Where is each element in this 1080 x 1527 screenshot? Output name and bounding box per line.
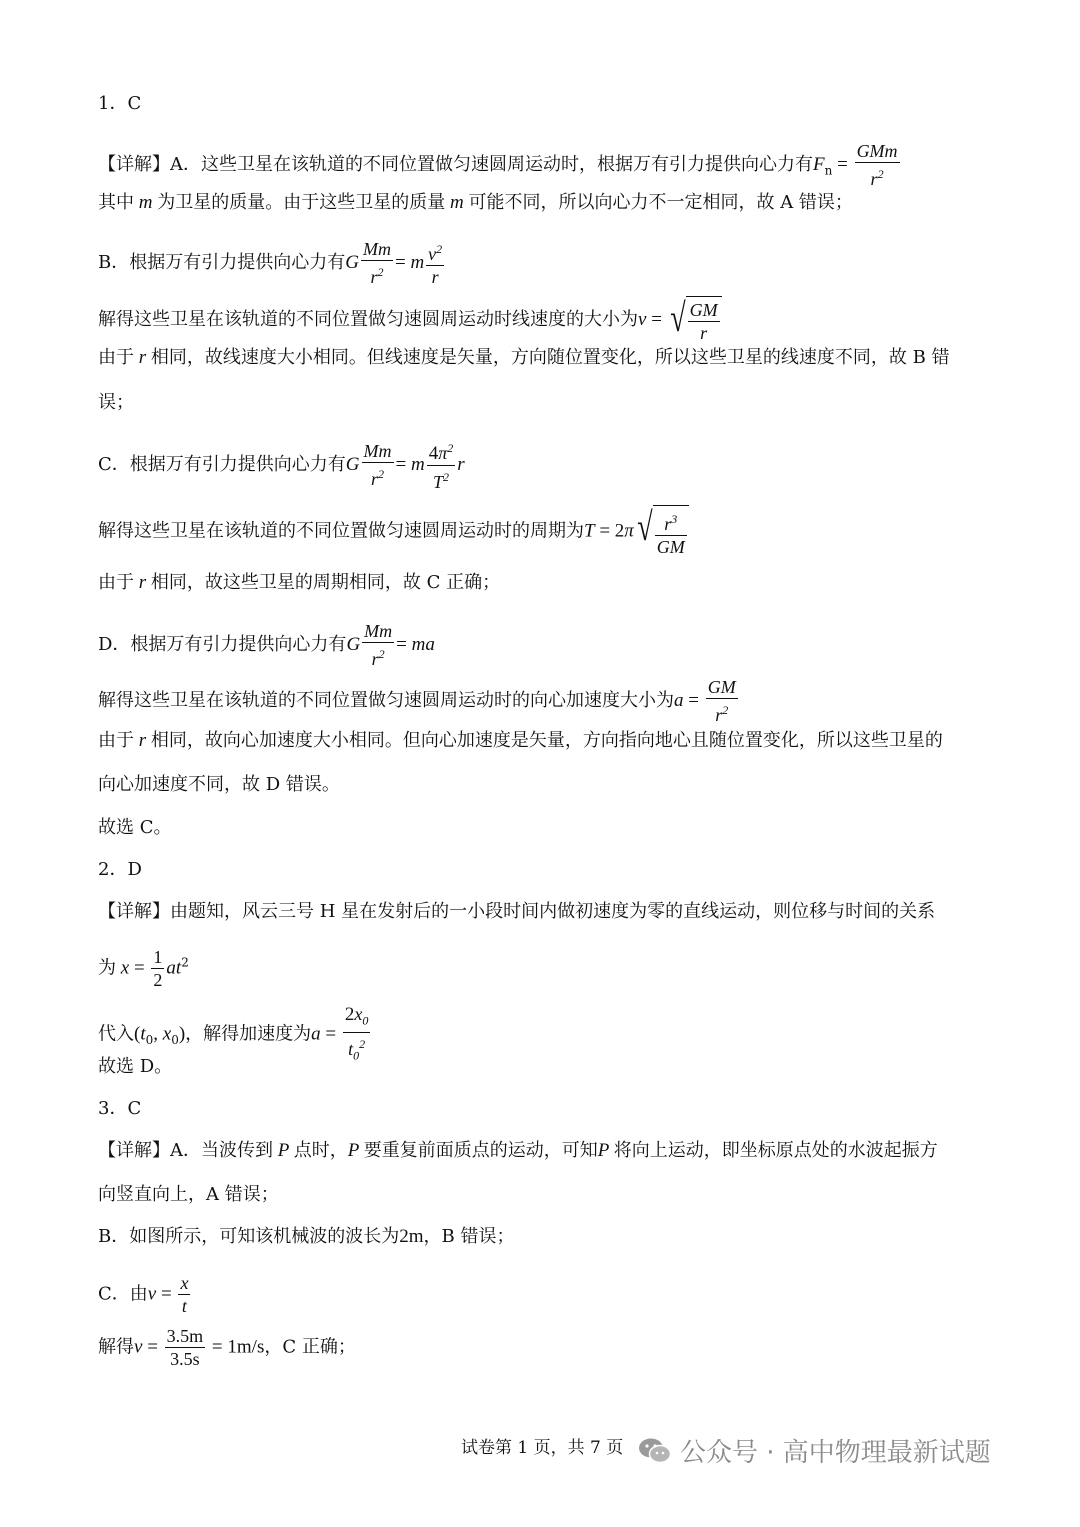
q1-option-b-explanation-2: 误； <box>98 392 134 413</box>
q1-option-b-text: B．根据万有引力提供向心力有 <box>98 252 346 273</box>
q1-mass-note-1: 其中 <box>98 192 134 213</box>
q1-option-d-solution: 解得这些卫星在该轨道的不同位置做匀速圆周运动时的向心加速度大小为a = $\frac{GM}{r^2}$ <box>98 677 736 725</box>
q1-option-d-explanation: 由于 r 相同，故向心加速度大小相同。但向心加速度是矢量，方向指向地心且随位置变化，所以这些卫星的 <box>98 730 943 751</box>
q2-substitution: 代入($t_0$, $x_0$)，解得加速度为a = $\frac{2x_0}{t_0^2}$ <box>98 1004 369 1063</box>
q2-answer: 故选 D。 <box>98 1056 173 1077</box>
q1-option-c-solve-text: 解得这些卫星在该轨道的不同位置做匀速圆周运动时的周期为 <box>98 520 584 542</box>
q1-d-expl-1a: 由于 <box>98 730 134 751</box>
q1-option-b-solve-text: 解得这些卫星在该轨道的不同位置做匀速圆周运动时线速度的大小为 <box>98 309 638 330</box>
q1-b-expl-1b: 相同，故线速度大小相同。但线速度是矢量，方向随位置变化，所以这些卫星的线速度不同，故 B 错 <box>150 347 950 368</box>
q1-option-b-explanation: 由于 r 相同，故线速度大小相同。但线速度是矢量，方向随位置变化，所以这些卫星的线速度不同，故 B 错 <box>98 347 950 368</box>
q3-b-a: B．如图所示，可知该机械波的波长为 <box>98 1226 400 1247</box>
page-footer: 试卷第 1 页，共 7 页 <box>461 1438 624 1458</box>
q1-c-expl-a: 由于 <box>98 572 134 593</box>
q3-option-a-2: 向竖直向上，A 错误； <box>98 1184 279 1205</box>
q2-detail: 【详解】由题知，风云三号 H 星在发射后的一小段时间内做初速度为零的直线运动，则位移与时间的关系 <box>98 901 936 922</box>
q1-option-c-explanation: 由于 r 相同，故这些卫星的周期相同，故 C 正确； <box>98 572 501 593</box>
q2-detail-2: 为 <box>98 957 116 979</box>
q3-c-tail: ，C 正确； <box>264 1336 356 1358</box>
q1-option-d-solve-text: 解得这些卫星在该轨道的不同位置做匀速圆周运动时的向心加速度大小为 <box>98 690 674 711</box>
q3-option-b <box>98 1224 514 1250</box>
q3-c-solve: 解得 <box>98 1336 134 1358</box>
q2-heading: 2．D <box>98 859 142 880</box>
q3-a-1c: 要重复前面质点的运动，可知 <box>363 1140 598 1161</box>
sqrt-r3-over-gm: √ $\frac{r^3}{GM}$ <box>634 505 689 558</box>
q1-option-d: D．根据万有引力提供向心力有G $\frac{Mm}{r^2}$ = ma <box>98 621 435 669</box>
q1-option-d-explanation-2: 向心加速度不同，故 D 错误。 <box>98 774 340 795</box>
q1-mass-note-3: 可能不同，所以向心力不一定相同，故 A 错误； <box>468 192 853 213</box>
q1-option-c-solution: 解得这些卫星在该轨道的不同位置做匀速圆周运动时的周期为T = 2π √ $\frac{r^3}{GM}$ <box>98 505 689 558</box>
q3-a-1a: 【详解】A．当波传到 <box>98 1140 273 1161</box>
q3-option-a: 【详解】A．当波传到 P 点时，P 要重复前面质点的运动，可知P 将向上运动，即坐标原点处的水波起振方 <box>98 1140 938 1161</box>
q1-option-a: 【详解】A．这些卫星在该轨道的不同位置做匀速圆周运动时，根据万有引力提供向心力有$F_n$ = $\frac{\text{GMm}}{r^2}$ <box>98 141 898 189</box>
q3-option-c: C．由v = $\frac{x}{t}$ <box>98 1273 189 1316</box>
formula-gmm-over-r2: $\frac{\text{GMm}}{r^2}$ <box>856 141 898 189</box>
sqrt-gm-over-r: √ $\frac{GM}{r}$ <box>667 296 722 344</box>
q3-option-c-solution: 解得v = $\frac{3.5m}{3.5s}$ = 1m/s，C 正确； <box>98 1326 356 1369</box>
q3-a-1b: 点时， <box>293 1140 348 1161</box>
q1-d-expl-1b: 相同，故向心加速度大小相同。但向心加速度是矢量，方向指向地心且随位置变化，所以这些卫星的 <box>150 730 943 751</box>
q1-option-a-text: 【详解】A．这些卫星在该轨道的不同位置做匀速圆周运动时，根据万有引力提供向心力有 <box>98 154 813 175</box>
q1-mass-note-2: 为卫星的质量。由于这些卫星的质量 <box>157 192 446 213</box>
q1-b-expl-1a: 由于 <box>98 347 134 368</box>
q3-heading: 3．C <box>98 1098 142 1119</box>
q3-b-b: ，B 错误； <box>423 1226 515 1247</box>
q3-c-result: 1m/s <box>227 1336 265 1358</box>
q2-formula-line: 为 x = $\frac{1}{2}$ $at^2$ <box>98 947 189 990</box>
q3-c-den: 3.5s <box>170 1349 200 1369</box>
q3-c-num: 3.5m <box>166 1326 204 1346</box>
wechat-icon <box>638 1437 672 1465</box>
q2-sub-a: 代入 <box>98 1023 134 1045</box>
q2-sub-b: ，解得加速度为 <box>185 1023 312 1045</box>
q1-answer: 故选 C。 <box>98 817 172 838</box>
q1-option-b: B．根据万有引力提供向心力有G $\frac{Mm}{r^2}$ = m $\frac{v^2}{r}$ <box>98 239 443 287</box>
q3-a-1d: 将向上运动，即坐标原点处的水波起振方 <box>613 1140 938 1161</box>
q1-option-c: C．根据万有引力提供向心力有G $\frac{Mm}{r^2}$ = m $\frac{4\pi^2}{T^2}$ r <box>98 437 465 493</box>
q1-option-c-text: C．根据万有引力提供向心力有 <box>98 454 346 475</box>
q1-heading: 1．C <box>98 93 142 114</box>
q3-c-label: C．由 <box>98 1283 148 1305</box>
q3-wavelength: 2m <box>399 1226 424 1247</box>
q1-option-a-mass-note: 其中 m 为卫星的质量。由于这些卫星的质量 m 可能不同，所以向心力不一定相同，故 A 错误； <box>98 192 853 213</box>
watermark-text: 公众号 · 高中物理最新试题 <box>680 1438 991 1468</box>
watermark <box>638 1432 991 1469</box>
q1-option-b-solution: 解得这些卫星在该轨道的不同位置做匀速圆周运动时线速度的大小为v = √ $\frac{GM}{r}$ <box>98 296 722 344</box>
q1-c-expl-b: 相同，故这些卫星的周期相同，故 C 正确； <box>150 572 501 593</box>
q1-option-d-text: D．根据万有引力提供向心力有 <box>98 634 347 655</box>
